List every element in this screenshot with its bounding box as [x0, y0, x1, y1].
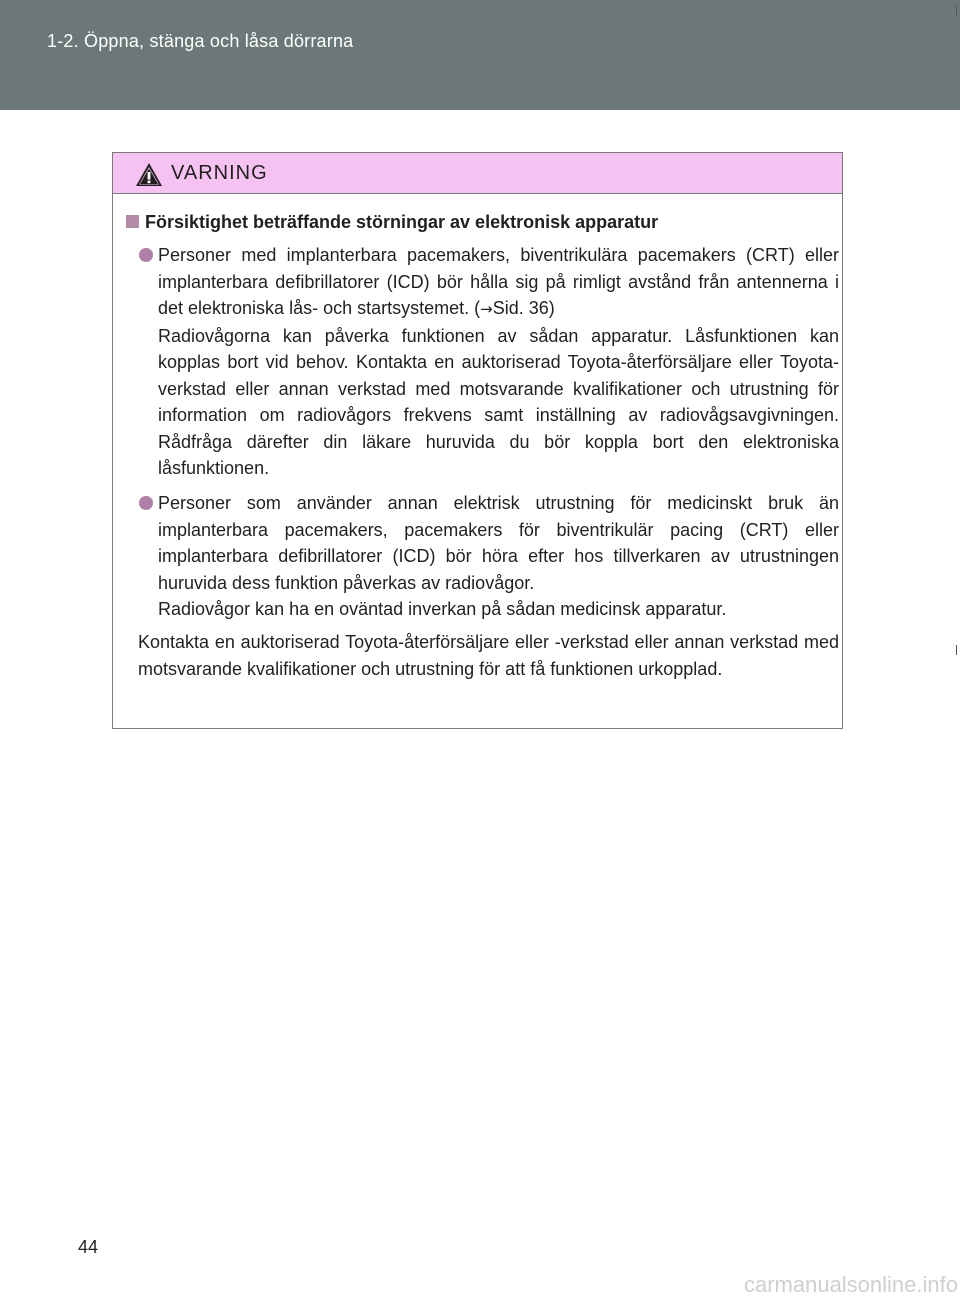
- watermark: [718, 1262, 960, 1299]
- item-paragraph: Personer som använder annan elektrisk utrustning för medicinskt bruk än implanterbara pacemakers, pacemakers för biventrikulär pacing (CRT) eller implanterbara defibrillatorer (ICD) bör höra efter hos tillverkaren av utrustningen huruvida dess funktion påverkas av radiovågor.: [158, 493, 839, 593]
- arrow-right-icon: →: [480, 300, 493, 318]
- page-number: 44: [78, 1237, 99, 1257]
- item-text: Personer med implanterbara pacemakers, biventrikulära pacemakers (CRT) eller implanterbara defibrillatorer (ICD) bör hålla sig på rimligt avstånd från antennerna i det elektroniska lås- och startsystemet. (: [158, 245, 839, 318]
- warning-triangle-icon: [135, 162, 163, 187]
- item-paragraph: Radiovågorna kan påverka funktionen av sådan apparatur. Låsfunktionen kan kopplas bort vid behov. Kontakta en auktoriserad Toyota-återförsäljare eller Toyota-verkstad eller annan verkstad med motsvarande kvalifikationer och utrustning för information om radiovågors frekvens samt inställning av radiovågsavgivningen. Rådfråga därefter din läkare huruvida du bör koppla bort den elektroniska låsfunktionen.: [158, 325, 839, 478]
- page-reference: Sid. 36): [492, 298, 555, 318]
- chapter-title: 1-2. Öppna, stänga och låsa dörrarna: [47, 31, 354, 51]
- square-bullet-icon: [126, 215, 139, 228]
- list-item: [158, 490, 839, 623]
- closing-paragraph: Kontakta en auktoriserad Toyota-återförsäljare eller -verkstad eller annan verkstad med motsvarande kvalifikationer och utrustning för att få funktionen urkopplad.: [138, 632, 839, 679]
- crop-mark-top: [956, 5, 957, 15]
- section-title-text: Försiktighet beträffande störningar av elektronisk apparatur: [145, 212, 659, 232]
- warning-box: [112, 152, 843, 729]
- chapter-header: [0, 0, 960, 110]
- circle-bullet-icon: [139, 248, 153, 262]
- list-item: [158, 242, 839, 482]
- warning-header: [113, 153, 842, 194]
- circle-bullet-icon: [139, 496, 153, 510]
- warning-label: VARNING: [171, 162, 268, 184]
- watermark-text: carmanualsonline.info: [743, 1272, 958, 1297]
- item-paragraph: Radiovågor kan ha en oväntad inverkan på sådan medicinsk apparatur.: [158, 599, 727, 619]
- section-title: [126, 212, 658, 233]
- item-paragraph: [158, 242, 839, 323]
- crop-mark-middle: [956, 645, 957, 655]
